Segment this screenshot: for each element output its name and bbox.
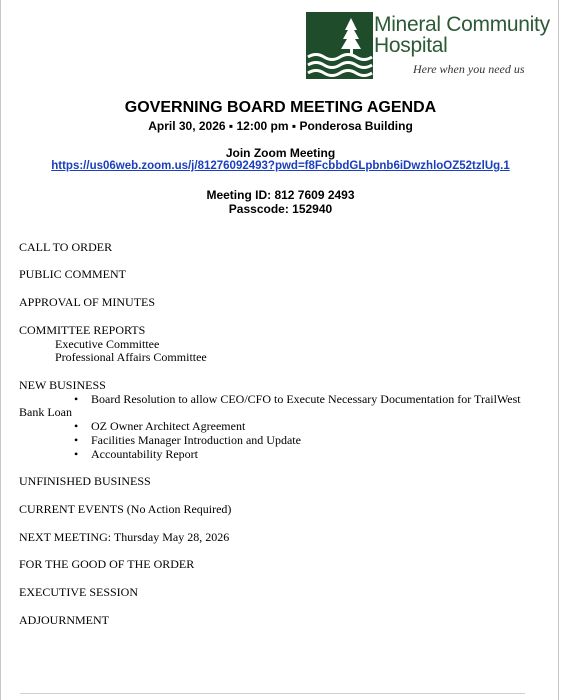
agenda-adjournment: ADJOURNMENT — [19, 613, 109, 627]
bullet-icon: • — [74, 433, 79, 447]
page-divider — [20, 693, 525, 694]
agenda-new-business: NEW BUSINESS — [19, 378, 106, 392]
logo-tree-waves-icon — [306, 12, 373, 79]
committee-executive: Executive Committee — [55, 337, 160, 351]
zoom-link[interactable]: https://us06web.zoom.us/j/81276092493?pwd=f8FcbbdGLpbnb6iDwzhloOZ52tzlUg.1 — [51, 160, 510, 172]
new-business-item-3: Facilities Manager Introduction and Update — [91, 433, 301, 447]
logo-name-line2: Hospital — [374, 34, 448, 57]
new-business-item-1-line-1: Board Resolution to allow CEO/CFO to Execute Necessary Documentation for TrailWest — [91, 392, 521, 406]
hospital-logo — [306, 12, 556, 82]
logo-tagline: Here when you need us — [413, 62, 525, 76]
meeting-date-location: April 30, 2026 ▪ 12:00 pm ▪ Ponderosa Building — [148, 119, 413, 133]
logo-name — [374, 14, 550, 56]
agenda-current-events: CURRENT EVENTS (No Action Required) — [19, 502, 232, 516]
agenda-approval-of-minutes: APPROVAL OF MINUTES — [19, 295, 156, 309]
new-business-item-1-line-2: Bank Loan — [19, 405, 72, 419]
logo-name-line1: Mineral Community — [374, 13, 550, 36]
agenda-good-of-order: FOR THE GOOD OF THE ORDER — [19, 557, 195, 571]
zoom-label: Join Zoom Meeting — [225, 146, 336, 160]
agenda-call-to-order: CALL TO ORDER — [19, 240, 113, 254]
meeting-id: Meeting ID: 812 7609 2493 — [206, 188, 355, 202]
agenda-next-meeting: NEXT MEETING: Thursday May 28, 2026 — [19, 530, 230, 544]
bullet-icon: • — [74, 392, 79, 406]
agenda-unfinished-business: UNFINISHED BUSINESS — [19, 474, 151, 488]
agenda-executive-session: EXECUTIVE SESSION — [19, 585, 138, 599]
agenda-public-comment: PUBLIC COMMENT — [19, 267, 127, 281]
meeting-passcode: Passcode: 152940 — [228, 202, 333, 216]
committee-professional-affairs: Professional Affairs Committee — [55, 350, 207, 364]
bullet-icon: • — [74, 419, 79, 433]
new-business-item-2: OZ Owner Architect Agreement — [91, 419, 246, 433]
agenda-committee-reports: COMMITTEE REPORTS — [19, 323, 146, 337]
page-title: GOVERNING BOARD MEETING AGENDA — [124, 99, 437, 116]
bullet-icon: • — [74, 447, 79, 461]
new-business-item-4: Accountability Report — [91, 447, 198, 461]
